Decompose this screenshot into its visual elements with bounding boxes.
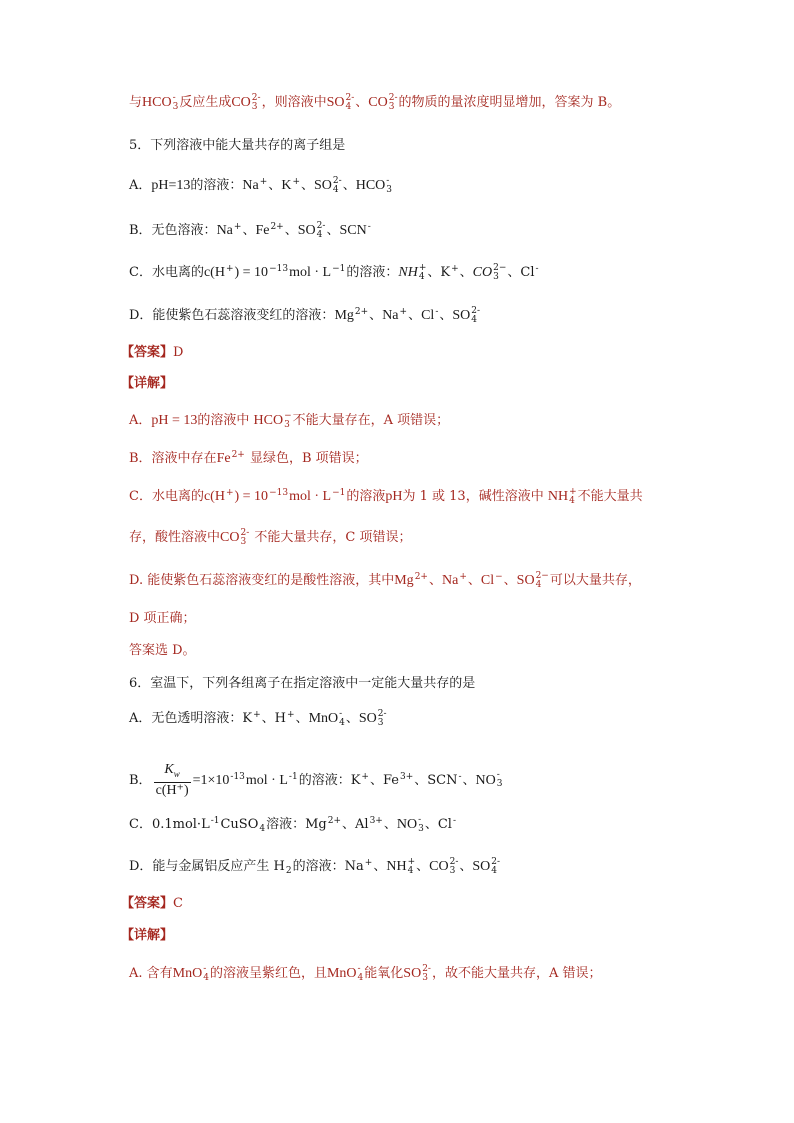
text-run: Na <box>242 178 259 193</box>
text-run: mol · L <box>289 265 332 280</box>
script-group <box>471 307 480 325</box>
text-run: 、 <box>295 711 309 726</box>
subscript: 4 <box>569 495 575 506</box>
text-run: CO <box>231 95 251 110</box>
text-run: 、 <box>284 223 298 238</box>
text-run: 、H <box>261 711 286 726</box>
script-group <box>317 222 326 240</box>
superscript: + <box>418 262 427 273</box>
script-group <box>497 771 503 789</box>
superscript: −13 <box>269 263 289 274</box>
script-group <box>493 264 506 282</box>
text-run: 、 <box>342 178 356 193</box>
text-run: SO <box>326 95 345 110</box>
subscript: 2 <box>285 865 292 876</box>
superscript: 2- <box>491 856 501 867</box>
superscript: 3+ <box>369 815 383 826</box>
text-run: 、 <box>326 223 340 238</box>
text-run: 的溶液：K <box>298 772 361 788</box>
subscript: 4 <box>418 271 425 282</box>
superscript: + <box>225 487 234 498</box>
superscript: − <box>495 571 503 582</box>
script-group <box>226 265 234 274</box>
text-run: 、 <box>416 859 430 874</box>
subscript: 4 <box>357 972 364 983</box>
text-run: 、 <box>300 178 314 193</box>
superscript: + <box>292 176 300 187</box>
superscript: 2- <box>332 175 342 186</box>
subscript: 3 <box>251 101 258 112</box>
text-run: 、 <box>408 308 422 323</box>
text-run: Na <box>441 573 459 588</box>
superscript: −1 <box>332 487 346 498</box>
text-run: D．能使紫色石蕊溶液变红的溶液： <box>129 308 335 323</box>
text-run: 答案选 D。 <box>129 643 196 658</box>
superscript: - <box>458 771 462 782</box>
text-run: 反应生成 <box>179 95 232 110</box>
text-run: HCO <box>355 178 386 193</box>
text-run: 的溶液 <box>346 489 386 504</box>
script-group <box>368 223 371 232</box>
text-run: 显绿色，B 项错误； <box>245 451 368 466</box>
text-run: 溶液：Mg <box>266 817 327 832</box>
script-group <box>535 265 538 274</box>
text-run: HCO <box>142 95 172 110</box>
text-run: MnO <box>326 966 357 981</box>
superscript: 2+ <box>327 815 342 826</box>
text-run: 的溶液：Na <box>292 859 364 874</box>
text-line <box>129 609 196 629</box>
script-group <box>269 265 288 274</box>
numerator-subscript: w <box>173 768 180 779</box>
text-run: (H <box>210 265 225 280</box>
superscript: + <box>407 856 416 867</box>
superscript: 2− <box>493 262 507 273</box>
superscript: 2+ <box>354 306 369 317</box>
text-run: pH=13 <box>151 178 191 193</box>
superscript: − <box>284 410 292 421</box>
text-run: B．无色溶液： <box>129 223 217 238</box>
superscript: + <box>225 263 234 274</box>
superscript: −13 <box>269 487 289 498</box>
superscript: + <box>569 486 577 497</box>
text-run: 、 <box>467 573 481 588</box>
superscript: 2- <box>422 963 431 974</box>
text-run: 不能大量共存，C 项错误； <box>250 530 412 545</box>
text-run: A. 含有 <box>129 966 173 981</box>
text-line <box>129 221 372 241</box>
superscript: + <box>364 857 373 868</box>
subscript: 4 <box>345 101 352 112</box>
text-run: SO <box>516 573 535 588</box>
superscript: + <box>287 709 295 720</box>
text-run: 与 <box>129 95 143 110</box>
text-run: ) = 10 <box>234 489 269 504</box>
text-line <box>129 528 411 548</box>
superscript: -13 <box>230 771 245 782</box>
text-run: ) = 10 <box>234 265 269 280</box>
text-run: CO <box>220 530 240 545</box>
superscript: + <box>459 571 467 582</box>
text-run: C．0.1mol·L <box>129 817 210 832</box>
fraction-denominator: c(H⁺) <box>155 782 189 798</box>
superscript: + <box>233 221 242 232</box>
script-group <box>358 965 364 983</box>
script-group <box>203 965 209 983</box>
text-line <box>129 487 643 507</box>
subscript: 4 <box>339 717 345 728</box>
text-run: mol · L <box>245 772 288 788</box>
text-run: 、Cl <box>424 817 452 832</box>
subscript: 3 <box>496 779 503 790</box>
text-run: SO <box>358 711 377 726</box>
subscript: 3 <box>386 184 392 195</box>
superscript: - <box>386 175 390 186</box>
script-group <box>230 773 245 782</box>
superscript: 2- <box>377 708 387 719</box>
text-run: SO <box>472 859 491 874</box>
script-group <box>333 177 342 195</box>
text-line <box>121 926 173 946</box>
text-run: 、 <box>268 178 282 193</box>
text-run: MnO <box>172 966 203 981</box>
text-run: 为 1 或 13，碱性溶液中 <box>402 489 548 504</box>
text-run: 、 <box>439 308 453 323</box>
superscript: 2- <box>388 92 398 103</box>
script-group <box>173 94 179 112</box>
text-run: B．溶液中存在 <box>129 451 217 466</box>
script-group <box>292 178 300 187</box>
superscript: + <box>361 771 369 782</box>
text-run: 的物质的量浓度明显增加，答案为 B。 <box>398 95 621 110</box>
text-run: CO <box>472 265 493 280</box>
text-line <box>129 964 602 984</box>
script-group <box>332 489 345 498</box>
text-run: SCN <box>339 223 367 238</box>
text-run: 能氧化 <box>364 966 404 981</box>
superscript: + <box>451 263 459 274</box>
text-run: NH <box>386 859 407 874</box>
script-group <box>211 817 220 826</box>
superscript: 2+ <box>270 221 284 232</box>
text-run: NH <box>547 489 569 504</box>
text-run: 、Fe <box>369 772 399 788</box>
text-run: 的溶液： <box>346 265 399 280</box>
text-run: Fe <box>216 451 231 466</box>
superscript: - <box>339 708 343 719</box>
superscript: 2- <box>471 305 481 316</box>
text-run: 【答案】 <box>121 896 174 911</box>
superscript: −1 <box>332 263 346 274</box>
text-run: B． <box>129 772 152 788</box>
superscript: + <box>253 709 261 720</box>
text-run: c <box>203 489 211 504</box>
script-group <box>240 529 249 547</box>
text-run: (H <box>210 489 225 504</box>
text-run: 的溶液： <box>190 178 243 193</box>
text-run: mol · L <box>289 489 332 504</box>
script-group <box>491 858 500 876</box>
text-run: 【详解】 <box>121 928 174 943</box>
text-run: SO <box>452 308 471 323</box>
superscript: 3+ <box>399 771 414 782</box>
script-group <box>252 94 261 112</box>
text-line <box>129 136 345 156</box>
text-run: 、K <box>427 265 451 280</box>
text-run: 不能大量存在，A 项错误； <box>292 413 450 428</box>
text-run: D. 能使紫色石蕊溶液变红的是酸性溶液，其中 <box>129 573 395 588</box>
script-group <box>365 859 373 868</box>
subscript: 3 <box>422 972 428 983</box>
text-run: 、SCN <box>414 772 458 788</box>
text-line <box>129 709 388 729</box>
text-line <box>129 641 196 661</box>
subscript: 3 <box>388 101 395 112</box>
text-line <box>129 411 449 431</box>
text-run: 、 <box>459 859 473 874</box>
text-run: Fe <box>255 223 270 238</box>
subscript: 4 <box>203 972 209 983</box>
fraction <box>154 762 191 799</box>
script-group <box>345 94 354 112</box>
script-group <box>226 489 234 498</box>
superscript: 2+ <box>414 571 428 582</box>
text-line <box>129 674 475 694</box>
text-run: 、 <box>355 95 369 110</box>
script-group <box>378 710 387 728</box>
text-run: 的溶液中 <box>197 413 254 428</box>
subscript: 4 <box>471 314 478 325</box>
superscript: 2- <box>240 527 250 538</box>
text-run: 、 <box>373 859 387 874</box>
text-run: 、Al <box>342 817 369 832</box>
script-group <box>400 308 408 317</box>
script-group <box>419 264 427 282</box>
text-run: CO <box>368 95 388 110</box>
subscript: 3 <box>284 419 290 430</box>
script-group <box>361 773 369 782</box>
superscript: - <box>535 263 539 274</box>
text-run: 、 <box>428 573 442 588</box>
subscript: 4 <box>407 865 414 876</box>
text-run: C．水电离的 <box>129 489 204 504</box>
subscript: 3 <box>449 865 456 876</box>
text-run: pH = 13 <box>151 413 198 428</box>
script-group <box>234 223 242 232</box>
text-line <box>129 449 368 469</box>
text-line <box>129 571 641 591</box>
text-run: CuSO <box>220 817 259 832</box>
text-line <box>129 306 481 326</box>
subscript: 3 <box>172 101 179 112</box>
text-run: Na <box>216 223 233 238</box>
script-group <box>339 710 345 728</box>
text-run: ，故不能大量共存，A 错误； <box>431 966 602 981</box>
text-run: Na <box>382 308 399 323</box>
text-run: Mg <box>394 573 414 588</box>
script-group <box>287 711 295 720</box>
subscript: 4 <box>535 579 542 590</box>
script-group <box>415 573 428 582</box>
text-run: C．水电离的 <box>129 265 204 280</box>
superscript: -1 <box>210 815 220 826</box>
text-run: A．无色透明溶液：K <box>129 711 253 726</box>
script-group <box>260 178 268 187</box>
script-group <box>458 773 461 782</box>
text-run: 【答案】 <box>121 345 174 360</box>
superscript: 2- <box>251 92 261 103</box>
superscript: -1 <box>288 771 298 782</box>
superscript: - <box>435 306 439 317</box>
text-line <box>121 894 183 914</box>
text-run: MnO <box>308 711 339 726</box>
fraction-numerator <box>154 762 191 783</box>
script-group <box>355 308 368 317</box>
script-group <box>422 965 431 983</box>
script-group <box>284 412 292 430</box>
text-run: 的溶液呈紫红色，且 <box>209 966 327 981</box>
text-run: 、 <box>345 711 359 726</box>
script-group <box>418 816 424 834</box>
subscript: 3 <box>240 536 247 547</box>
script-group <box>370 817 383 826</box>
script-group <box>259 816 265 834</box>
script-group <box>450 858 459 876</box>
text-run: D 项正确； <box>129 611 196 626</box>
script-group <box>435 308 438 317</box>
text-run: NO <box>396 817 418 832</box>
script-group <box>408 858 416 876</box>
text-run: D <box>173 345 184 360</box>
superscript: 2+ <box>231 449 245 460</box>
superscript: - <box>203 963 207 974</box>
script-group <box>328 817 341 826</box>
subscript: 3 <box>418 823 424 834</box>
text-run: 、 <box>369 308 383 323</box>
text-run: 存，酸性溶液中 <box>129 530 221 545</box>
superscript: + <box>399 306 408 317</box>
script-group <box>289 773 298 782</box>
text-run: ，则溶液中 <box>261 95 327 110</box>
text-run: 【详解】 <box>121 376 174 391</box>
script-group <box>386 177 392 195</box>
text-line <box>129 176 393 196</box>
script-group <box>232 451 245 460</box>
numerator-text: K <box>164 762 174 777</box>
script-group <box>459 573 467 582</box>
script-group <box>269 489 288 498</box>
script-group <box>569 488 577 506</box>
text-run: K <box>281 178 292 193</box>
subscript: 3 <box>493 271 499 282</box>
script-group <box>253 711 261 720</box>
text-run: Cl <box>421 308 435 323</box>
superscript: - <box>418 814 422 825</box>
text-run: SO <box>314 178 332 193</box>
text-run: NO <box>475 772 496 788</box>
text-run: 、 <box>462 772 476 788</box>
subscript: 4 <box>491 865 498 876</box>
superscript: 2- <box>449 856 459 867</box>
text-run: 、 <box>383 817 397 832</box>
subscript: 4 <box>259 823 266 834</box>
script-group <box>451 265 459 274</box>
text-run: 不能大量共 <box>577 489 643 504</box>
text-run: Cl <box>480 573 495 588</box>
text-run: CO <box>429 859 449 874</box>
text-run: =1×10 <box>192 772 230 788</box>
text-run: 、Cl <box>507 265 535 280</box>
script-group <box>332 265 345 274</box>
text-run: A． <box>129 178 152 193</box>
superscript: 2- <box>316 220 326 231</box>
text-run: 可以大量共存， <box>549 573 641 588</box>
script-group <box>453 817 456 826</box>
text-run: pH <box>385 489 403 504</box>
text-run: 、 <box>459 265 473 280</box>
text-line <box>129 857 501 877</box>
text-run: Mg <box>334 308 354 323</box>
superscript: - <box>496 770 500 781</box>
superscript: 2− <box>535 570 549 581</box>
text-line <box>121 374 173 394</box>
superscript: - <box>367 221 371 232</box>
superscript: - <box>357 963 361 974</box>
text-run: HCO <box>253 413 284 428</box>
script-group <box>389 94 398 112</box>
text-run: C <box>173 896 183 911</box>
text-run: 、 <box>503 573 517 588</box>
text-run: 、 <box>242 223 256 238</box>
script-group <box>270 223 283 232</box>
text-line <box>129 815 457 835</box>
subscript: 4 <box>332 184 339 195</box>
text-run: 6．室温下，下列各组离子在指定溶液中一定能大量共存的是 <box>129 676 476 691</box>
text-run: 5．下列溶液中能大量共存的离子组是 <box>129 138 346 153</box>
superscript: - <box>452 815 456 826</box>
superscript: + <box>259 176 268 187</box>
text-run: SO <box>403 966 422 981</box>
script-group <box>286 858 292 876</box>
text-line <box>121 343 183 363</box>
subscript: 3 <box>377 717 384 728</box>
script-group <box>400 773 413 782</box>
subscript: 4 <box>316 229 323 240</box>
script-group <box>536 572 549 590</box>
text-run: D．能与金属铝反应产生 H <box>129 859 285 874</box>
superscript: - <box>172 92 176 103</box>
text-line <box>129 93 620 113</box>
text-run: SO <box>297 223 316 238</box>
text-line <box>129 762 504 799</box>
superscript: 2- <box>345 92 355 103</box>
text-run: A． <box>129 413 152 428</box>
text-line <box>129 263 540 283</box>
text-run: c <box>203 265 211 280</box>
text-run: NH <box>398 265 418 280</box>
script-group <box>495 573 503 582</box>
